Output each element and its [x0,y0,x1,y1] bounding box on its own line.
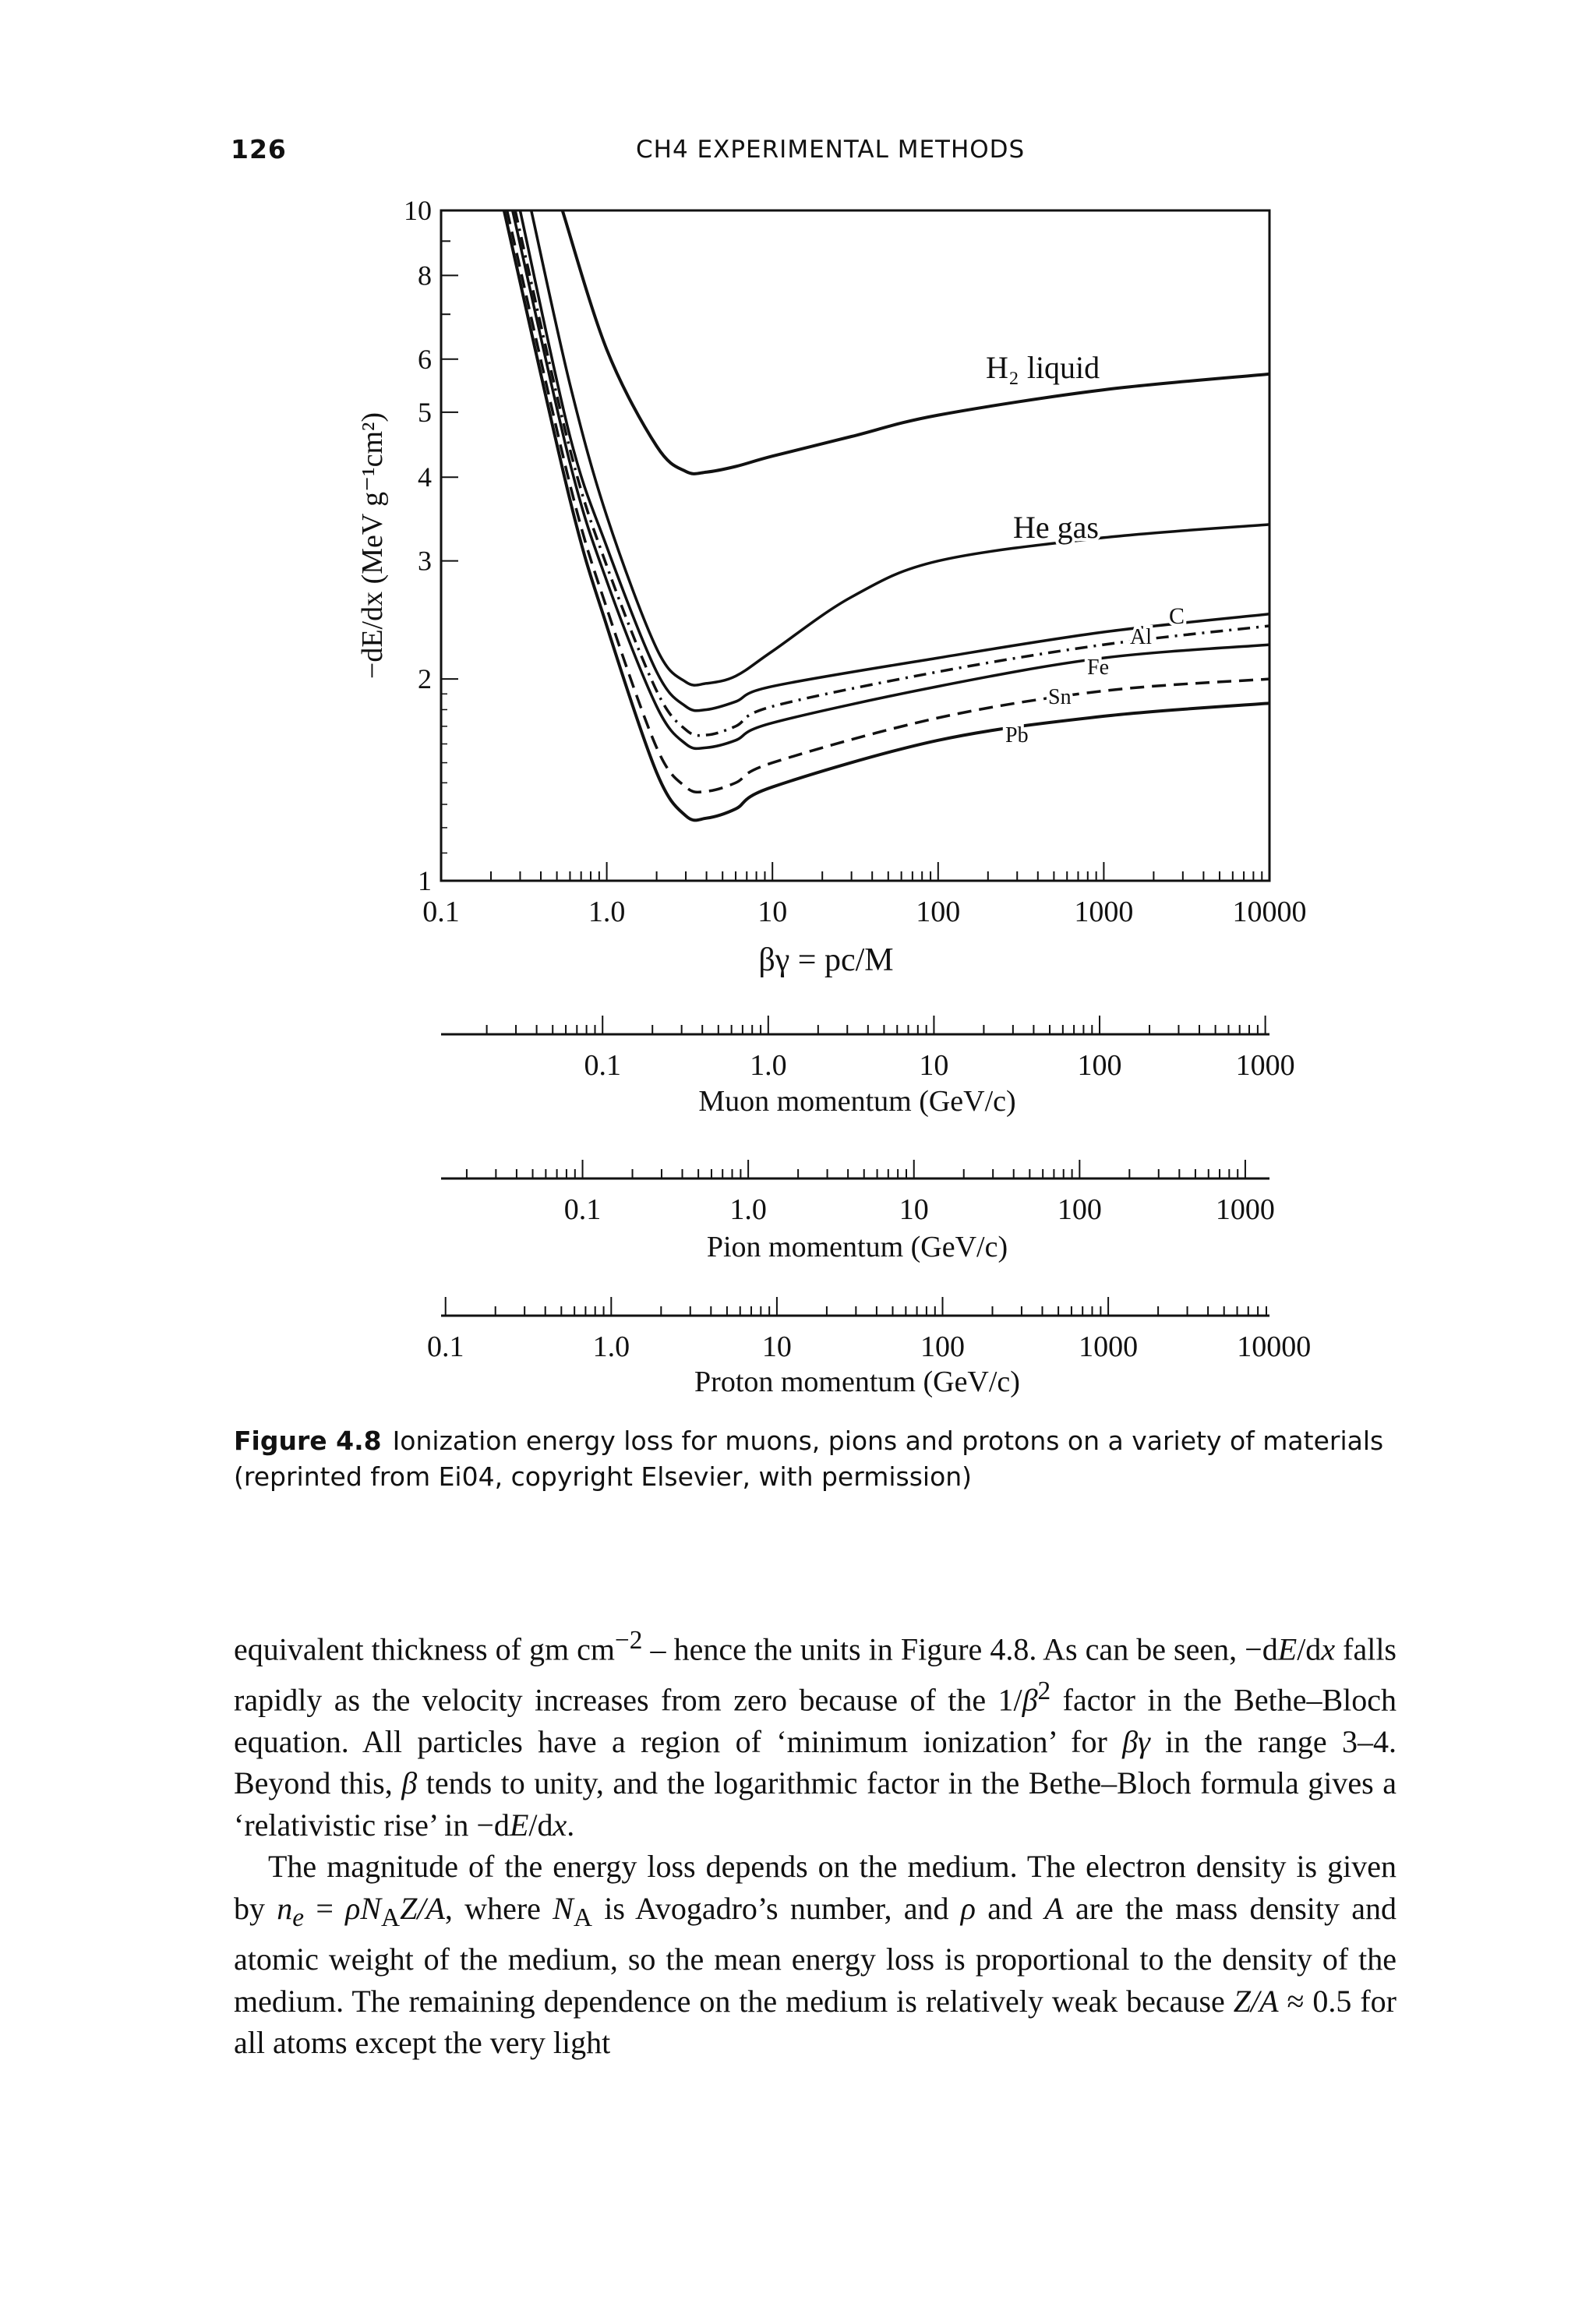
series-label: He gas [1013,510,1099,545]
caption-text: Ionization energy loss for muons, pions and protons on a variety of materials (reprinted from Ei04, copyright Elsevier, with permission) [234,1426,1384,1492]
pion-momentum-axis [441,1160,1275,1263]
x-tick-label: 100 [916,896,961,928]
muon-momentum-axis [441,1016,1295,1118]
math-subscript: e [292,1903,305,1932]
y-tick-label: 4 [418,461,432,493]
paragraph-2 [234,1846,1396,2064]
y-tick-label: 8 [418,260,432,292]
axis-tick-label: 0.1 [426,1330,464,1363]
axis-tick-label: 100 [920,1330,966,1363]
text-run: tends to unity, and the logarithmic factor in the Bethe–Bloch formula gives a ‘relativistic rise’ in −d [234,1765,1396,1843]
axis-tick-label: 0.1 [563,1193,602,1226]
text-run: /d [1297,1631,1322,1667]
y-tick-label: 2 [418,663,432,695]
x-tick-label: 1.0 [588,896,626,928]
axis-tick-label: 10000 [1237,1330,1312,1363]
text-run: , where [444,1890,553,1926]
math-symbol: E [509,1807,529,1843]
y-tick-label: 1 [418,865,432,896]
series-line-fe [513,210,1269,748]
math-symbol: A [1044,1890,1064,1926]
axis-tick-label: 10 [919,1049,949,1082]
figure-caption [234,1423,1403,1495]
y-tick-label: 10 [404,195,432,226]
superscript: −2 [615,1626,643,1655]
math-symbol: ρN [345,1890,382,1926]
y-axis-ticks [404,195,458,896]
text-run: – hence the units in Figure 4.8. As can be seen, −d [642,1631,1278,1667]
series-line-h2-liquid [563,210,1269,474]
axis-tick-label: 1.0 [750,1049,787,1082]
math-symbol: N [553,1890,574,1926]
math-symbol: β [1022,1682,1038,1718]
math-symbol: Z/A [1233,1983,1279,2019]
text-run: . [567,1807,575,1843]
x-axis-label: βγ = pc/M [758,942,894,978]
body-text [234,1620,1396,2064]
running-head: CH4 EXPERIMENTAL METHODS [636,136,1026,164]
series-line-sn [507,210,1269,792]
axis-tick-label: 1000 [1079,1330,1139,1363]
proton-momentum-axis [427,1297,1311,1398]
series-label: Fe [1087,655,1109,680]
x-axis-ticks [422,862,1306,928]
series-line-he-gas [531,210,1269,685]
axis-tick-label: 10 [899,1193,929,1226]
math-symbol: n [277,1890,293,1926]
superscript: 2 [1037,1676,1051,1705]
axis-tick-label: 100 [1057,1193,1102,1226]
series-label: Pb [1005,723,1029,747]
axis-title: Pion momentum (GeV/c) [706,1231,1008,1263]
axis-title: Proton momentum (GeV/c) [694,1366,1020,1398]
x-tick-label: 0.1 [422,896,460,928]
series-line-pb [504,210,1269,820]
axis-tick-label: 10 [761,1330,792,1363]
text-run: is Avogadro’s number, and [591,1890,961,1926]
paragraph-1 [234,1620,1396,1846]
text-run: are the mass density and atomic weight of the medium, so the mean energy loss is proportional to the density of the medium. The remaining dependence on the medium is relatively weak because [234,1890,1397,2019]
text-run: = [304,1890,346,1926]
series-layer [504,210,1269,820]
math-symbol: x [1321,1631,1336,1667]
page-number: 126 [231,134,287,164]
secondary-axes [427,1016,1311,1398]
y-tick-label: 5 [418,396,432,428]
series-label: H₂ liquid [986,350,1100,385]
axis-tick-label: 1000 [1235,1049,1295,1082]
math-symbol: x [553,1807,567,1843]
x-tick-label: 10 [757,896,788,928]
series-label: Sn [1048,685,1072,709]
axis-title: Muon momentum (GeV/c) [698,1085,1016,1118]
series-label: Al [1130,625,1152,649]
math-symbol: ρ [960,1890,976,1926]
caption-label: Figure 4.8 [234,1426,382,1456]
series-line-al [515,210,1269,736]
math-subscript: A [573,1903,592,1932]
text-run: falls rapidly as the velocity increases from zero because of the 1/ [234,1631,1397,1718]
math-symbol: E [1277,1631,1298,1667]
axis-tick-label: 0.1 [584,1049,621,1082]
y-tick-label: 3 [418,545,432,577]
text-run: factor in the Bethe–Bloch equation. All particles have a region of ‘minimum ionization’ for [234,1682,1397,1759]
text-run: in the range 3–4. Beyond this, [234,1723,1396,1801]
axis-tick-label: 100 [1077,1049,1122,1082]
text-run: equivalent thickness of gm cm [234,1631,615,1667]
text-run: /d [528,1807,553,1843]
math-symbol: β [401,1765,418,1801]
axis-tick-label: 1.0 [592,1330,630,1363]
plot-frame [441,210,1269,881]
text-run: The magnitude of the energy loss depends on the medium. The electron density is given by [234,1849,1396,1926]
axis-tick-label: 1000 [1215,1193,1275,1226]
math-subscript: A [381,1903,401,1932]
series-label: C [1169,603,1185,629]
math-symbol: βγ [1122,1723,1150,1759]
text-run: ≈ 0.5 for all atoms except the very light [234,1983,1396,2061]
x-tick-label: 10000 [1232,896,1307,928]
math-symbol: Z/A [400,1890,445,1926]
axis-tick-label: 1.0 [729,1193,767,1226]
text-run: and [975,1890,1045,1926]
y-axis-label: −dE/dx (MeV g⁻¹cm²) [356,412,389,680]
y-tick-label: 6 [418,343,432,375]
x-tick-label: 1000 [1074,896,1134,928]
